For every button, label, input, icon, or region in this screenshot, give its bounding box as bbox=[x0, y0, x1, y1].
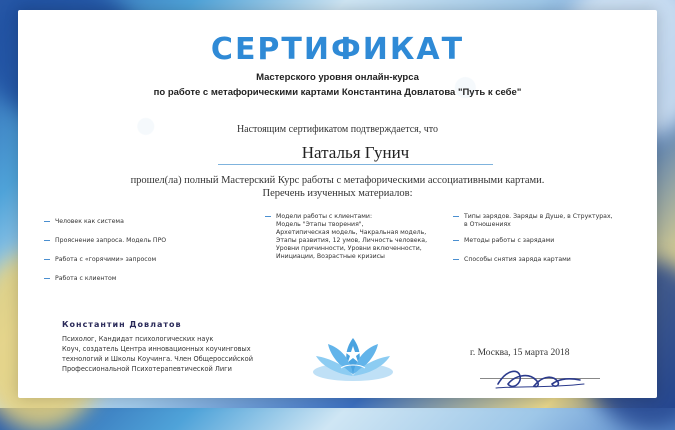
materials-column-3 bbox=[453, 213, 643, 275]
material-item: Способы снятия заряда картами bbox=[453, 256, 643, 264]
material-item: Типы зарядов. Заряды в Душе, в Структурах, в Отношениях bbox=[453, 213, 643, 229]
certificate-card bbox=[18, 10, 657, 398]
signer-name: Константин Довлатов bbox=[62, 320, 182, 329]
material-item: Методы работы с зарядами bbox=[453, 237, 643, 245]
handwritten-signature-icon bbox=[488, 362, 588, 396]
materials-heading: Перечень изученных материалов: bbox=[262, 188, 413, 199]
certificate-title: СЕРТИФИКАТ bbox=[210, 32, 465, 67]
course-name-line: по работе с метафорическими картами Константина Довлатова "Путь к себе" bbox=[153, 87, 522, 98]
material-item: Работа с «горячими» запросом bbox=[44, 256, 214, 264]
signer-credentials: Психолог, Кандидат психологических наук Коуч, создатель Центра инновационных коучинговых технологий и Школы Коучинга. Член Общероссийской Профессиональной Психотерапевтической Лиги bbox=[62, 335, 253, 373]
confirmation-text: Настоящим сертификатом подтверждается, что bbox=[236, 124, 439, 135]
material-item: Человек как система bbox=[44, 218, 214, 226]
materials-column-1 bbox=[44, 218, 214, 294]
material-item: Работа с клиентом bbox=[44, 275, 214, 283]
recipient-name: Наталья Гунич bbox=[218, 143, 493, 165]
material-item: Прояснение запроса. Модель ПРО bbox=[44, 237, 214, 245]
material-item: Модели работы с клиентами: Модель "Этапы творения", Архетипическая модель, Чакральная модель, Этапы развития, 12 умов, Личность человека, Уровни причинности, Уровни включенности, Инициации, Возрастные кризисы bbox=[265, 213, 445, 261]
completion-statement: прошел(ла) полный Мастерский Курс работы с метафорическими ассоциативными картами. bbox=[130, 175, 545, 186]
issue-date: г. Москва, 15 марта 2018 bbox=[470, 348, 570, 358]
materials-column-2 bbox=[265, 213, 445, 272]
course-level-line: Мастерского уровня онлайн-курса bbox=[256, 72, 419, 83]
lotus-star-logo-icon bbox=[308, 332, 398, 384]
